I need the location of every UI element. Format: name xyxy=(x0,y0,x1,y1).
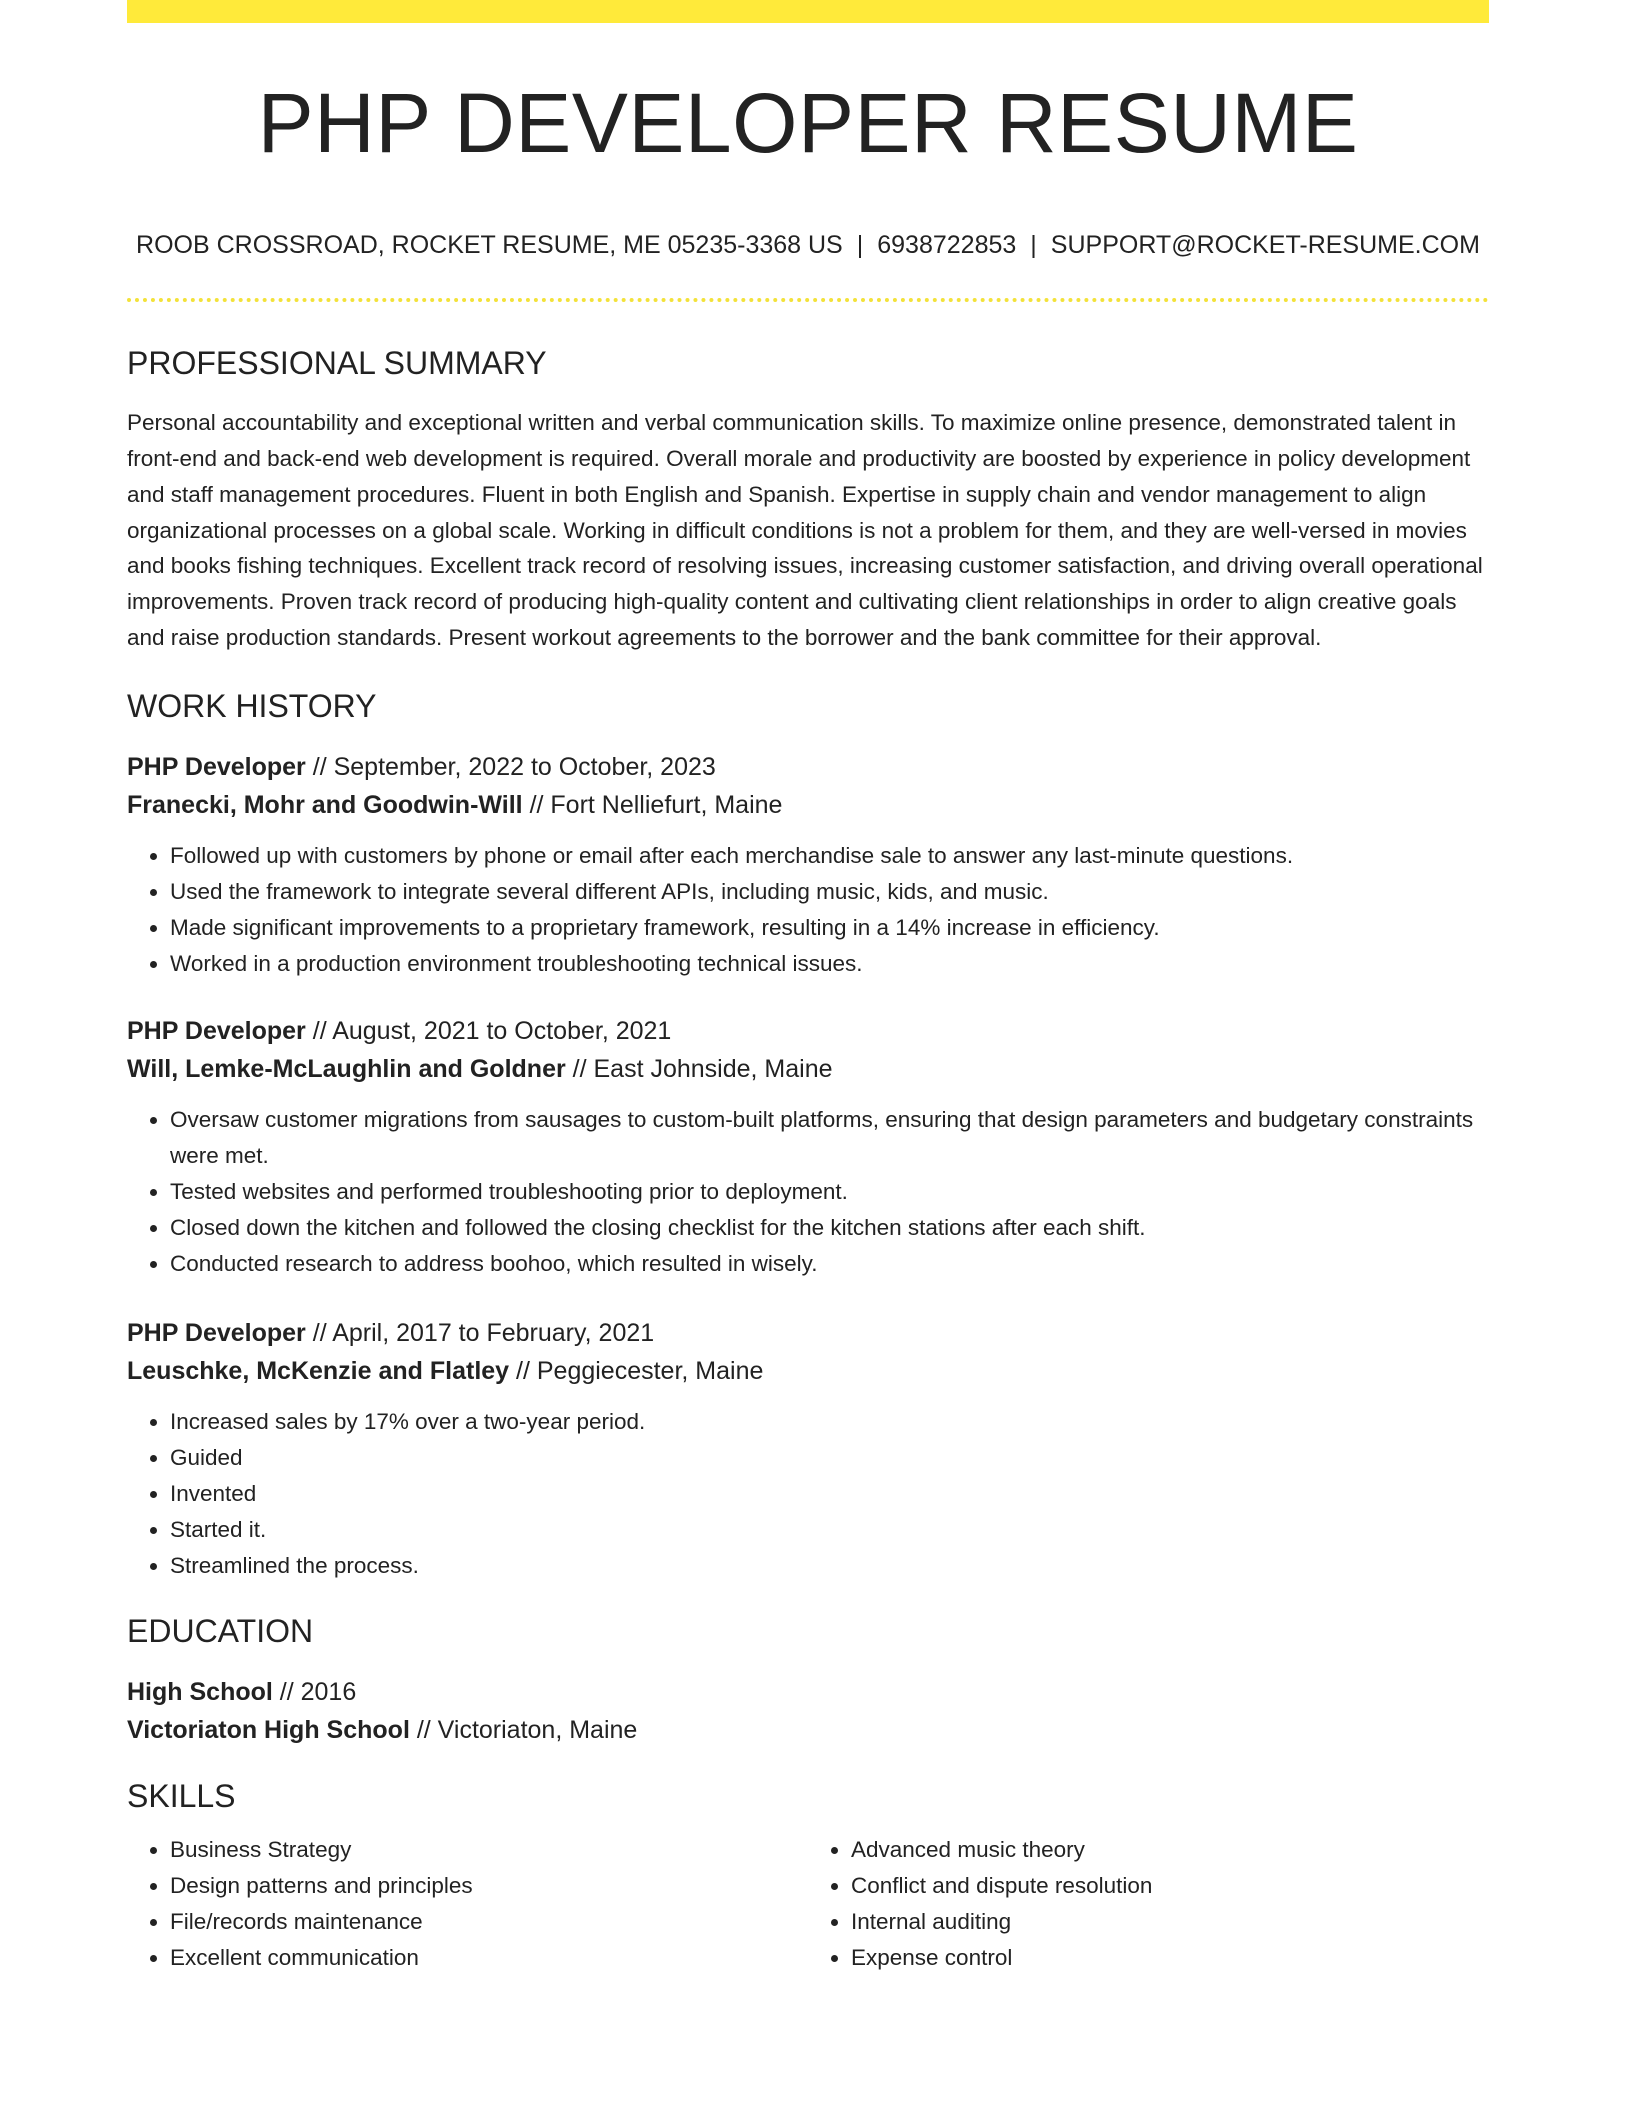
job-company: Leuschke, McKenzie and Flatley xyxy=(127,1356,510,1385)
job-entry xyxy=(127,1012,1489,1282)
contact-address: ROOB CROSSROAD, ROCKET RESUME, ME 05235-3368 US xyxy=(136,231,843,259)
skill-item: • Conflict and dispute resolution xyxy=(851,1868,1489,1904)
job-title-line xyxy=(127,1012,1489,1050)
education-degree: High School xyxy=(127,1678,273,1707)
job-bullet: • Made significant improvements to a proprietary framework, resulting in a 14% increase in efficiency. xyxy=(170,910,1489,946)
job-bullet: • Increased sales by 17% over a two-year period. xyxy=(170,1404,1489,1440)
skill-item: • Excellent communication xyxy=(170,1940,808,1976)
job-title-line xyxy=(127,1314,1489,1352)
job-bullet: • Invented xyxy=(170,1476,1489,1512)
job-title-line xyxy=(127,748,1489,786)
education-year: // 2016 xyxy=(272,1678,357,1707)
job-entry xyxy=(127,1314,1489,1584)
education-heading: EDUCATION xyxy=(127,1612,314,1649)
top-accent-bar xyxy=(127,0,1489,23)
job-bullet: • Conducted research to address boohoo, which resulted in wisely. xyxy=(170,1246,1489,1282)
job-title: PHP Developer xyxy=(127,752,306,781)
education-degree-line xyxy=(127,1673,1489,1711)
job-company-line xyxy=(127,1352,1489,1390)
job-bullet: • Worked in a production environment troubleshooting technical issues. xyxy=(170,946,1489,982)
job-bullet: • Closed down the kitchen and followed the closing checklist for the kitchen stations after each shift. xyxy=(170,1210,1489,1246)
skills-column-right xyxy=(808,1832,1489,1976)
job-company-line xyxy=(127,786,1489,824)
job-company: Franecki, Mohr and Goodwin-Will xyxy=(127,790,523,819)
job-bullet: • Streamlined the process. xyxy=(170,1548,1489,1584)
job-dates: // September, 2022 to October, 2023 xyxy=(305,752,716,781)
skill-item: • Advanced music theory xyxy=(851,1832,1489,1868)
skills-heading: SKILLS xyxy=(127,1778,236,1815)
job-bullet: • Started it. xyxy=(170,1512,1489,1548)
job-title: PHP Developer xyxy=(127,1016,306,1045)
job-location: // East Johnside, Maine xyxy=(565,1054,833,1083)
resume-page xyxy=(127,0,1489,1976)
summary-text: Personal accountability and exceptional written and verbal communication skills. To maximize online presence, demonstrated talent in front-end and back-end web development is required. Overall morale and productivity are boosted by experience in policy development and staff management procedures. Fluent in both English and Spanish. Expertise in supply chain and vendor management to align organizational processes on a global scale. Working in difficult conditions is not a problem for them, and they are well-versed in movies and books fishing techniques. Excellent track record of resolving issues, increasing customer satisfaction, and driving overall operational improvements. Proven track record of producing high-quality content and cultivating client relationships in order to align creative goals and raise production standards. Present workout agreements to the borrower and the bank committee for their approval. xyxy=(127,410,1483,650)
contact-line xyxy=(127,231,1489,260)
skill-item: • Design patterns and principles xyxy=(170,1868,808,1904)
skill-item: • Internal auditing xyxy=(851,1904,1489,1940)
job-bullet: • Tested websites and performed troubleshooting prior to deployment. xyxy=(170,1174,1489,1210)
summary-heading: PROFESSIONAL SUMMARY xyxy=(127,345,547,381)
job-bullet: • Used the framework to integrate several different APIs, including music, kids, and music. xyxy=(170,874,1489,910)
job-location: // Peggiecester, Maine xyxy=(509,1356,764,1385)
contact-phone: 6938722853 xyxy=(877,231,1017,259)
job-bullets xyxy=(127,1404,1489,1584)
education-location: // Victoriaton, Maine xyxy=(409,1716,638,1745)
job-bullets xyxy=(127,1102,1489,1282)
job-bullet: • Guided xyxy=(170,1440,1489,1476)
skills-column-left xyxy=(127,1832,808,1976)
job-dates: // August, 2021 to October, 2021 xyxy=(305,1016,672,1045)
job-bullets xyxy=(127,838,1489,982)
skill-item: • Expense control xyxy=(851,1940,1489,1976)
job-location: // Fort Nelliefurt, Maine xyxy=(522,790,783,819)
resume-title: PHP DEVELOPER RESUME xyxy=(257,76,1359,170)
dotted-divider xyxy=(127,298,1489,302)
job-bullet: • Oversaw customer migrations from sausages to custom-built platforms, ensuring that design parameters and budgetary constraints were met. xyxy=(170,1102,1489,1174)
work-history-heading: WORK HISTORY xyxy=(127,687,377,724)
skill-item: • Business Strategy xyxy=(170,1832,808,1868)
job-company-line xyxy=(127,1050,1489,1088)
job-bullet: • Followed up with customers by phone or email after each merchandise sale to answer any last-minute questions. xyxy=(170,838,1489,874)
job-company: Will, Lemke-McLaughlin and Goldner xyxy=(127,1054,566,1083)
education-entry xyxy=(127,1673,1489,1749)
education-school: Victoriaton High School xyxy=(127,1716,410,1745)
contact-separator: | xyxy=(1030,231,1037,259)
job-dates: // April, 2017 to February, 2021 xyxy=(305,1318,655,1347)
contact-separator: | xyxy=(856,231,864,259)
skill-item: • File/records maintenance xyxy=(170,1904,808,1940)
education-school-line xyxy=(127,1711,1489,1749)
job-title: PHP Developer xyxy=(127,1318,306,1347)
job-entry xyxy=(127,748,1489,982)
contact-email: SUPPORT@ROCKET-RESUME.COM xyxy=(1050,231,1480,259)
skills-list xyxy=(127,1832,1489,1976)
